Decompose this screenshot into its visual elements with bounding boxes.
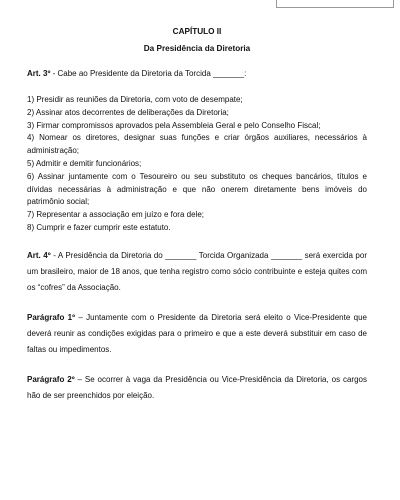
duties-list [27, 94, 367, 235]
list-item: 7) Representar a associação em juízo e fora dele; [27, 210, 204, 220]
list-item: 4) Nomear os diretores, designar suas funções e criar órgãos auxiliares, necessários à administração; [27, 133, 367, 156]
chapter-subtitle: Da Presidência da Diretoria [143, 44, 251, 53]
paragraph-1-text: – Juntamente com o Presidente da Diretoria será eleito o Vice-Presidente que deverá reunir as condições exigidas para o primeiro e que a este deverá substituir em caso de faltas ou impedimentos. [27, 312, 367, 355]
paragraph-2-text: – Se ocorrer à vaga da Presidência ou Vice-Presidência da Diretoria, os cargos hão de ser preenchidos por eleição. [27, 374, 367, 400]
article-3 [27, 68, 367, 79]
list-item: 6) Assinar juntamente com o Tesoureiro ou seu substituto os cheques bancários, títulos e dívidas necessárias à administração e que não onerem diretamente bens imóveis do patrimônio social; [27, 171, 367, 207]
article-4-label: Art. 4º [27, 250, 51, 260]
paragraph-2 [27, 372, 367, 405]
list-item: 2) Assinar atos decorrentes de deliberações da Diretoria; [27, 107, 229, 117]
document-page [27, 26, 367, 404]
paragraph-1 [27, 310, 367, 359]
chapter-title: CAPÍTULO II [172, 27, 222, 36]
article-4 [27, 248, 367, 297]
article-3-label: Art. 3º [27, 69, 51, 78]
paragraph-2-label: Parágrafo 2º [27, 374, 75, 384]
list-item: 8) Cumprir e fazer cumprir este estatuto. [27, 222, 171, 232]
list-item: 1) Presidir as reuniões da Diretoria, com voto de desempate; [27, 95, 243, 104]
list-item: 3) Firmar compromissos aprovados pela Assembleia Geral e pelo Conselho Fiscal; [27, 120, 321, 130]
list-item: 5) Admitir e demitir funcionários; [27, 158, 142, 168]
paragraph-1-label: Parágrafo 1º [27, 312, 76, 322]
article-3-text: - Cabe ao Presidente da Diretoria da Torcida _______: [50, 69, 247, 78]
top-right-box [276, 0, 394, 8]
article-4-text: - A Presidência da Diretoria do _______ Torcida Organizada _______ será exercida por um brasileiro, maior de 18 anos, que tenha registro como sócio contribuinte e esteja quites com os “cofres” da Associação. [27, 250, 367, 293]
